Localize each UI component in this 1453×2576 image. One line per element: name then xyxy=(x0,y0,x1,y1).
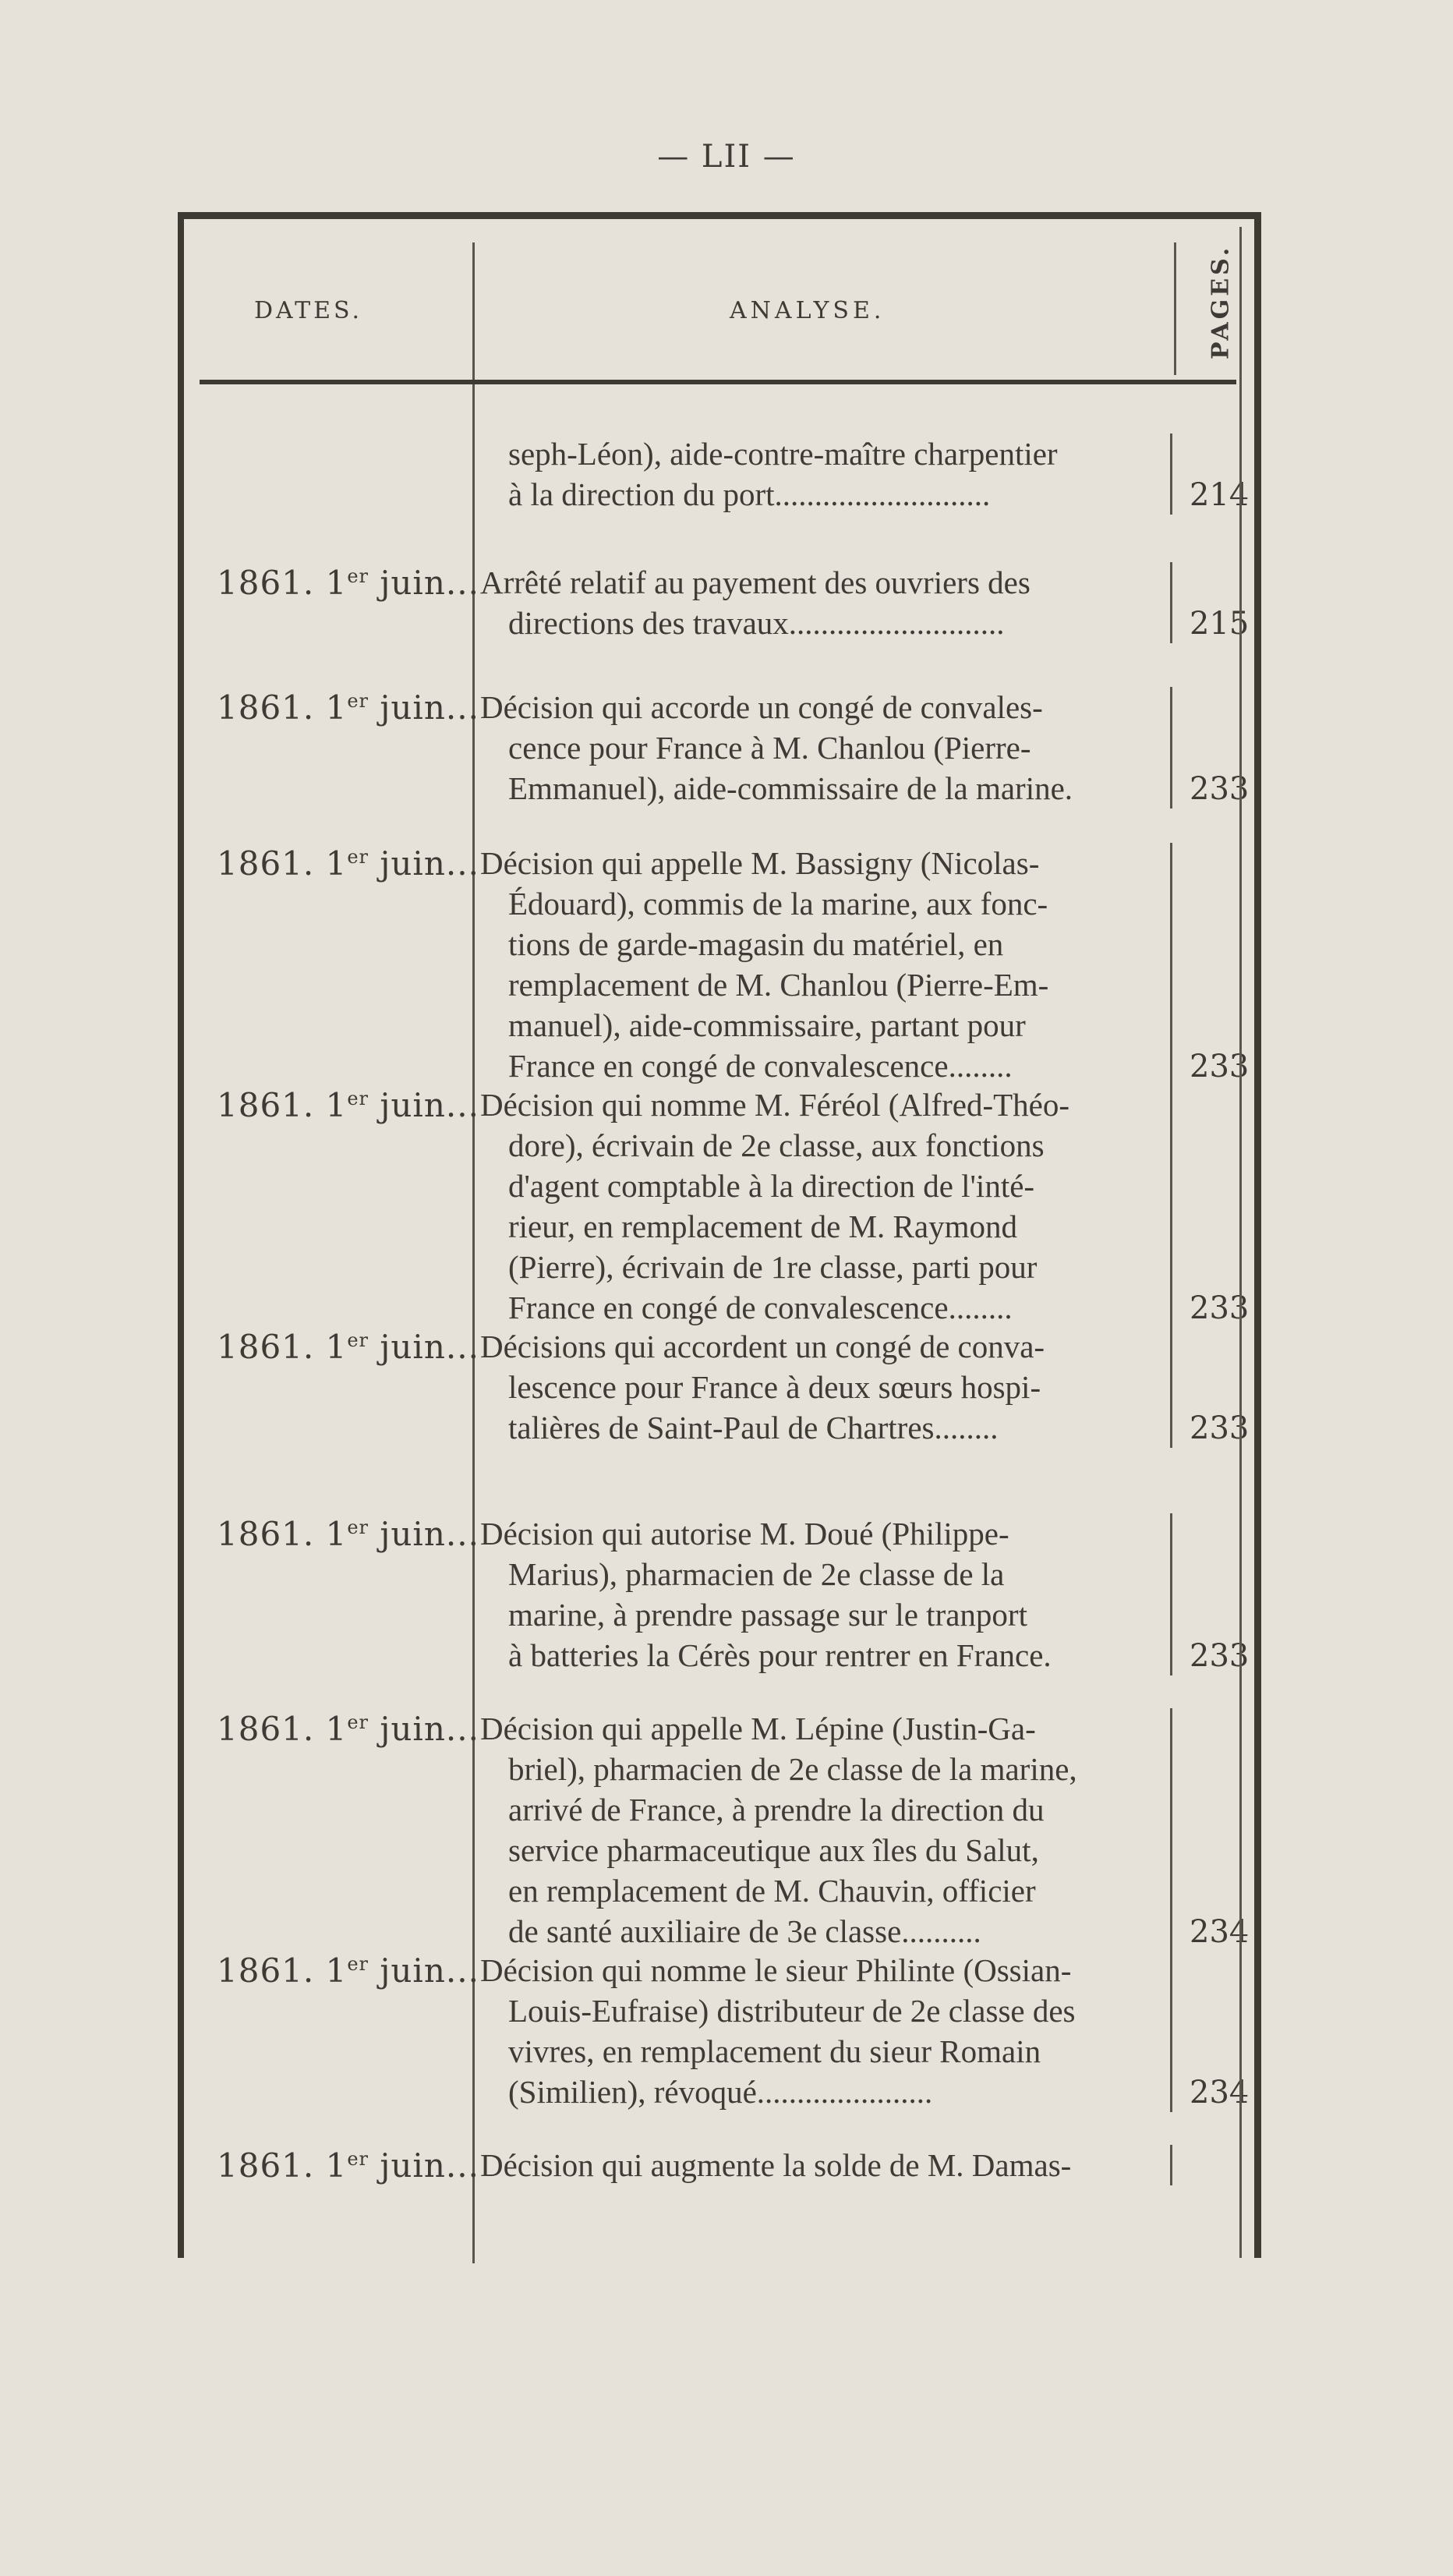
analysis-line: arrivé de France, à prendre la direction du xyxy=(508,1792,1045,1828)
entry-date xyxy=(217,2146,479,2185)
analysis-line: Décision qui nomme M. Féréol (Alfred-Théo- xyxy=(480,1087,1070,1123)
analysis-line: rieur, en remplacement de M. Raymond xyxy=(508,1208,1017,1244)
entry-date-year: 1861. 1 xyxy=(217,1951,348,1990)
page-number: — LII — xyxy=(657,139,796,175)
entry-date-year: 1861. 1 xyxy=(217,1710,348,1748)
entry-date-month: juin... xyxy=(369,1515,479,1553)
analysis-line: Décision qui autorise M. Doué (Philippe- xyxy=(480,1516,1009,1552)
entry-date-sup: er xyxy=(347,1711,369,1733)
analysis-line: vivres, en remplacement du sieur Romain xyxy=(508,2033,1041,2069)
analysis-line: en remplacement de M. Chauvin, officier xyxy=(508,1873,1036,1909)
analysis-line: directions des travaux........................... xyxy=(508,605,1005,641)
entry-page-number: 234 xyxy=(1190,1914,1250,1950)
analysis-line: seph-Léon), aide-contre-maître charpentier xyxy=(508,436,1058,472)
entry-date-month: juin... xyxy=(369,1086,479,1124)
analysis-line: France en congé de convalescence........ xyxy=(508,1290,1013,1325)
header-dates: DATES. xyxy=(254,297,363,324)
analysis-line: dore), écrivain de 2e classe, aux fonctions xyxy=(508,1127,1045,1163)
entry-date-sup: er xyxy=(347,2148,369,2170)
entry-date xyxy=(217,844,479,883)
entry-date-month: juin... xyxy=(369,688,479,727)
entry-page-number: 214 xyxy=(1190,477,1250,513)
entry-date-month: juin... xyxy=(369,844,479,883)
entry-date xyxy=(217,1951,479,1990)
analysis-line: Marius), pharmacien de 2e classe de la xyxy=(508,1556,1005,1592)
entry-analysis xyxy=(480,562,1172,643)
entry-date-year: 1861. 1 xyxy=(217,844,348,883)
entry-date-sup: er xyxy=(347,1953,369,1975)
entry-analysis xyxy=(480,1708,1172,1951)
entry-page-number: 233 xyxy=(1190,1290,1250,1326)
analysis-line: Décision qui augmente la solde de M. Damas- xyxy=(480,2147,1072,2183)
analysis-line: Décision qui accorde un congé de convales- xyxy=(480,689,1043,725)
entry-date-year: 1861. 1 xyxy=(217,688,348,727)
analysis-line: Arrêté relatif au payement des ouvriers des xyxy=(480,564,1031,600)
entry-date-sup: er xyxy=(347,565,369,587)
pages-column-divider xyxy=(1174,242,1176,375)
entry-analysis xyxy=(480,843,1172,1086)
entry-date xyxy=(217,1515,479,1553)
entry-page-number: 215 xyxy=(1190,606,1250,642)
analysis-line: service pharmaceutique aux îles du Salut, xyxy=(508,1832,1039,1868)
analysis-line: briel), pharmacien de 2e classe de la marine, xyxy=(508,1751,1077,1787)
analysis-line: remplacement de M. Chanlou (Pierre-Em- xyxy=(508,967,1049,1003)
entry-date xyxy=(217,1328,479,1366)
analysis-line: d'agent comptable à la direction de l'inté- xyxy=(508,1168,1035,1204)
analysis-line: Emmanuel), aide-commissaire de la marine. xyxy=(508,770,1073,806)
entry-analysis xyxy=(480,433,1172,515)
entry-analysis xyxy=(480,1513,1172,1675)
header-rule xyxy=(200,380,1236,384)
entry-date xyxy=(217,564,479,602)
entry-date-year: 1861. 1 xyxy=(217,2146,348,2185)
entry-analysis xyxy=(480,2145,1172,2185)
entry-date-sup: er xyxy=(347,1516,369,1538)
entry-analysis xyxy=(480,1950,1172,2112)
analysis-line: cence pour France à M. Chanlou (Pierre- xyxy=(508,730,1031,766)
analysis-line: marine, à prendre passage sur le tranport xyxy=(508,1597,1027,1633)
analysis-line: lescence pour France à deux sœurs hospi- xyxy=(508,1369,1041,1405)
entry-date-year: 1861. 1 xyxy=(217,564,348,602)
analysis-line: Décision qui appelle M. Lépine (Justin-Ga- xyxy=(480,1711,1036,1746)
analysis-line: manuel), aide-commissaire, partant pour xyxy=(508,1007,1026,1043)
entry-date xyxy=(217,1710,479,1748)
analysis-line: talières de Saint-Paul de Chartres........ xyxy=(508,1410,999,1445)
entry-page-number: 233 xyxy=(1190,1049,1250,1085)
entry-date-month: juin... xyxy=(369,1328,479,1366)
entry-page-number: 233 xyxy=(1190,1638,1250,1674)
entry-date-month: juin... xyxy=(369,1710,479,1748)
entry-date-sup: er xyxy=(347,690,369,712)
analysis-line: (Similien), révoqué...................... xyxy=(508,2074,933,2110)
entry-analysis xyxy=(480,1085,1172,1328)
entry-date-sup: er xyxy=(347,846,369,868)
entry-date-year: 1861. 1 xyxy=(217,1515,348,1553)
analysis-line: Décisions qui accordent un congé de conva- xyxy=(480,1329,1045,1364)
entry-date-year: 1861. 1 xyxy=(217,1086,348,1124)
entry-date-sup: er xyxy=(347,1088,369,1109)
analysis-line: à batteries la Cérès pour rentrer en France. xyxy=(508,1637,1052,1673)
entry-date-month: juin... xyxy=(369,2146,479,2185)
index-table xyxy=(178,212,1261,2258)
entry-date xyxy=(217,688,479,727)
header-pages: PAGES. xyxy=(1207,244,1235,359)
entry-analysis xyxy=(480,1326,1172,1448)
analysis-line: à la direction du port........................... xyxy=(508,476,991,512)
table-header xyxy=(184,219,1254,383)
entry-date-month: juin... xyxy=(369,1951,479,1990)
analysis-line: Décision qui nomme le sieur Philinte (Ossian- xyxy=(480,1952,1072,1988)
entry-date-year: 1861. 1 xyxy=(217,1328,348,1366)
entry-page-number: 233 xyxy=(1190,771,1250,807)
entry-page-number: 234 xyxy=(1190,2075,1250,2111)
entry-date-month: juin... xyxy=(369,564,479,602)
header-analyse: ANALYSE. xyxy=(730,297,886,324)
analysis-line: (Pierre), écrivain de 1re classe, parti pour xyxy=(508,1249,1038,1285)
analysis-line: France en congé de convalescence........ xyxy=(508,1048,1013,1084)
entry-date-sup: er xyxy=(347,1329,369,1351)
entry-date xyxy=(217,1086,479,1124)
entry-page-number: 233 xyxy=(1190,1410,1250,1446)
analysis-line: Louis-Eufraise) distributeur de 2e classe des xyxy=(508,1993,1076,2029)
analysis-line: Édouard), commis de la marine, aux fonc- xyxy=(508,886,1048,922)
analysis-line: tions de garde-magasin du matériel, en xyxy=(508,926,1004,962)
analysis-line: Décision qui appelle M. Bassigny (Nicolas- xyxy=(480,845,1040,881)
analysis-line: de santé auxiliaire de 3e classe.......... xyxy=(508,1913,981,1949)
entry-analysis xyxy=(480,687,1172,809)
